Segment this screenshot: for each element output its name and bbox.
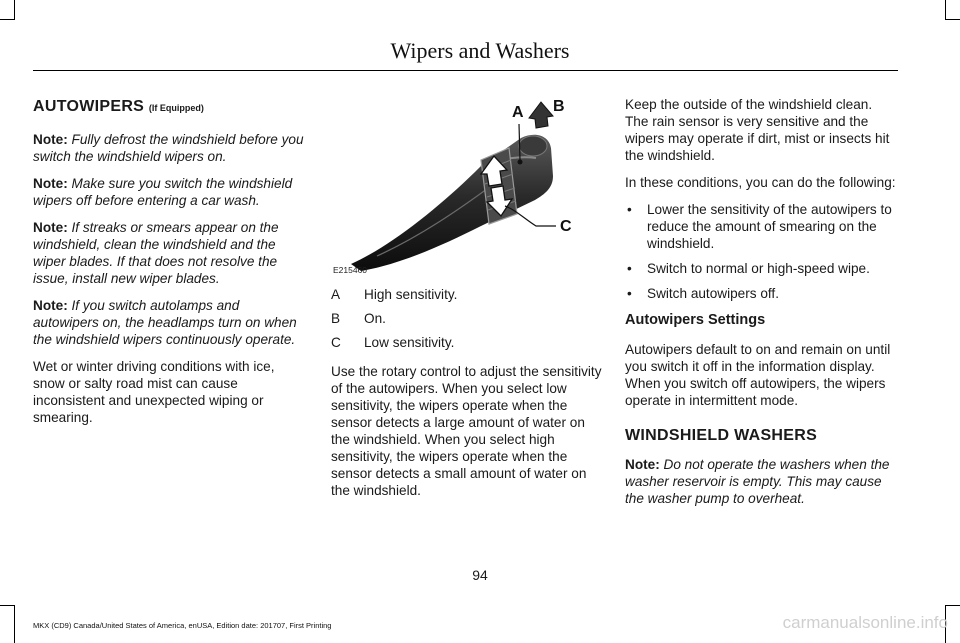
legend-text: On. [364,311,386,326]
figure-label-a: A [512,104,524,121]
legend-key: C [331,335,341,350]
figure-label-b: B [553,98,565,115]
note-text: Fully defrost the windshield before you switch the windshield wipers on. [33,132,304,164]
note-text: If streaks or smears appear on the windshield, clean the windshield and the wiper blades. If that does not resolve the issue, install new wiper blades. [33,220,279,286]
sub-heading-autowipers-settings: Autowipers Settings [625,312,766,328]
wiper-stalk-figure [331,96,603,276]
page-number: 94 [472,567,488,583]
legend-text: High sensitivity. [364,287,458,302]
crop-mark [14,0,15,20]
note-paragraph [625,456,897,507]
stalk-body [351,135,553,271]
high-speed-arrow-icon [529,102,553,128]
list-item: • Lower the sensitivity of the autowipers to reduce the amount of smearing on the windshield. [625,201,897,252]
body-paragraph: Autowipers default to on and remain on until you switch it off in the information display. When you switch off autowipers, the wipers operate in intermittent mode. [625,342,891,408]
legend-row [331,310,603,327]
note-label: Note: [33,220,68,235]
page-header-title: Wipers and Washers [390,38,570,63]
body-paragraph: In these conditions, you can do the following: [625,175,896,190]
note-label: Note: [33,132,68,147]
note-label: Note: [33,298,68,313]
column-middle [331,96,603,509]
section-heading-windshield-washers: WINDSHIELD WASHERS [625,427,818,444]
legend-row [331,334,603,351]
note-text: If you switch autolamps and autowipers on, the headlamps turn on when the windshield wipers continuously operate. [33,298,297,347]
crop-mark [0,19,15,20]
crop-mark [945,605,960,606]
note-label: Note: [33,176,68,191]
list-item: • Switch to normal or high-speed wipe. [625,260,897,277]
note-paragraph [33,131,305,165]
crop-mark [945,19,960,20]
watermark: carmanualsonline.info [782,613,948,632]
note-paragraph [33,175,305,209]
wiper-stalk-illustration [331,96,603,276]
crop-mark [14,605,15,643]
column-right [625,96,897,517]
heading-text: AUTOWIPERS [33,98,145,115]
crop-mark [0,605,15,606]
note-paragraph [33,297,305,348]
legend-key: B [331,311,341,326]
body-paragraph: Keep the outside of the windshield clean. The rain sensor is very sensitive and the wipers may operate if dirt, mist or insects hit the windshield. [625,97,890,163]
bullet-list [625,201,897,302]
note-text: Do not operate the washers when the washer reservoir is empty. This may cause the washer pump to overheat. [625,457,890,506]
crop-mark [945,0,946,20]
figure-label-c: C [560,218,572,235]
body-paragraph: Use the rotary control to adjust the sensitivity of the autowipers. When you select low sensitivity, the wipers operate when the sensor detects a large amount of water on the windshield. When you select high sensitivity, the wipers operate when the sensor detects a small amount of water on the windshield. [331,364,602,498]
leader-dot-a [518,160,523,165]
legend-row [331,286,603,303]
heading-suffix: (If Equipped) [148,103,204,113]
section-heading-autowipers [33,98,305,117]
note-text: Make sure you switch the windshield wipers off before entering a car wash. [33,176,293,208]
figure-id: E215460 [333,265,368,275]
legend-text: Low sensitivity. [364,335,455,350]
header-divider [33,70,898,71]
note-label: Note: [625,457,660,472]
body-paragraph: Wet or winter driving conditions with ice, snow or salty road mist can cause inconsistent and unexpected wiping or smearing. [33,359,275,425]
legend-key: A [331,287,341,302]
column-left [33,98,305,436]
figure-legend [331,286,603,351]
note-paragraph [33,219,305,287]
footer-edition-info: MKX (CD9) Canada/United States of America, enUSA, Edition date: 201707, First Printing [33,621,332,630]
list-item: • Switch autowipers off. [625,285,897,302]
